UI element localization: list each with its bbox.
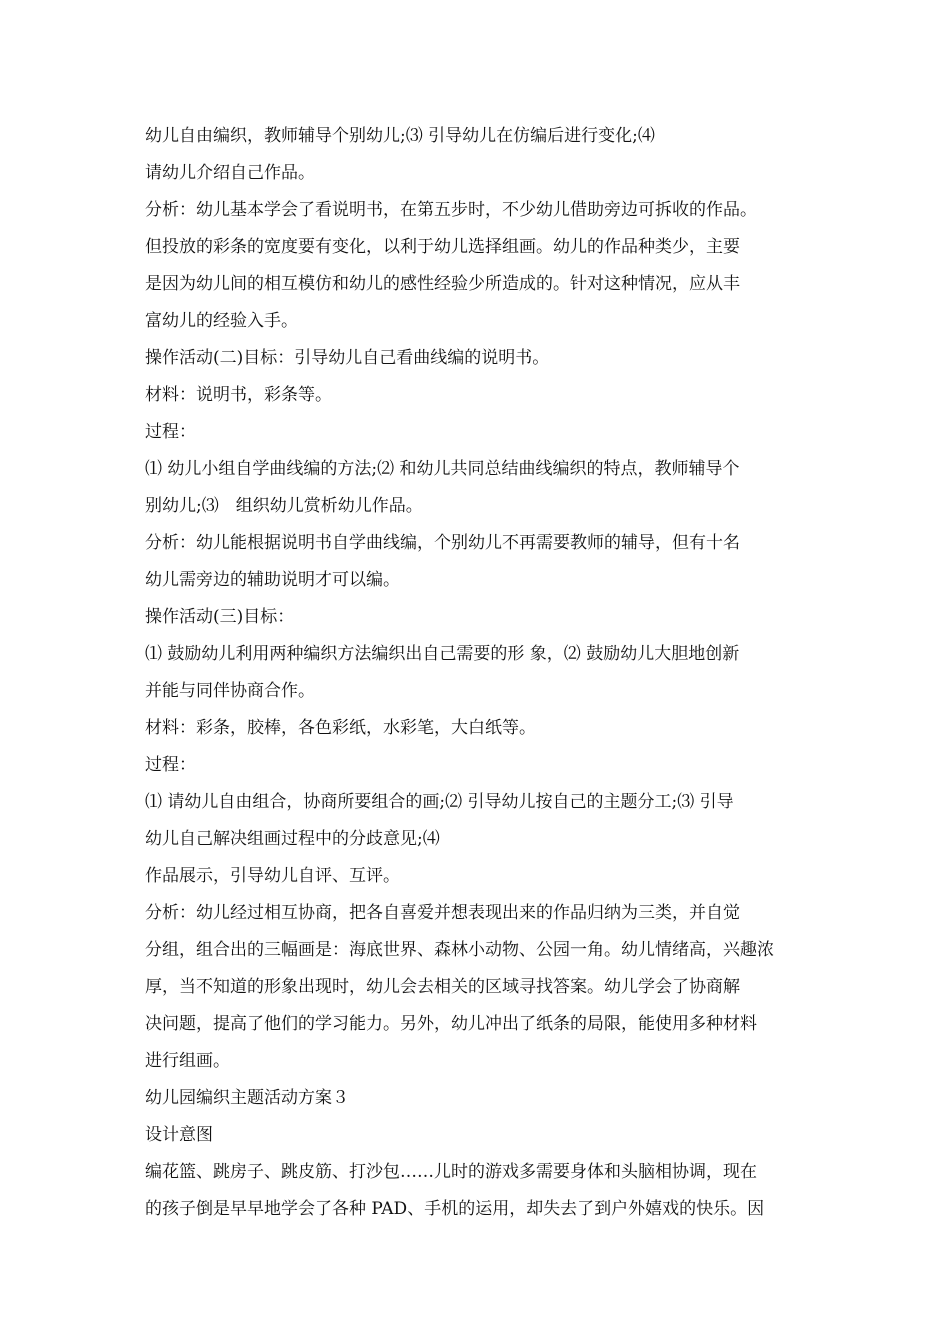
text-line-23: 分组，组合出的三幅画是：海底世界、森林小动物、公园一角。幼儿情绪高，兴趣浓 [145, 940, 774, 960]
subsection-heading: 设计意图 [145, 1125, 213, 1145]
document-body [145, 118, 815, 1228]
text-line-12: 分析：幼儿能根据说明书自学曲线编，个别幼儿不再需要教师的辅导，但有十名 [145, 533, 740, 553]
text-line-14: 操作活动(三)目标： [145, 607, 295, 627]
text-line-8: 材料：说明书，彩条等。 [145, 385, 332, 405]
text-line-25: 决问题，提高了他们的学习能力。另外，幼儿冲出了纸条的局限，能使用多种材料 [145, 1014, 757, 1034]
text-line-16: 并能与同伴协商合作。 [145, 681, 315, 701]
text-line-26: 进行组画。 [145, 1051, 230, 1071]
text-line-19: ⑴ 请幼儿自由组合，协商所要组合的画;⑵ 引导幼儿按自己的主题分工;⑶ 引导 [145, 792, 734, 812]
text-line-20: 幼儿自己解决组画过程中的分歧意见;⑷ [145, 829, 440, 849]
text-line-17: 材料：彩条，胶棒，各色彩纸，水彩笔，大白纸等。 [145, 718, 536, 738]
text-line-22: 分析：幼儿经过相互协商，把各自喜爱并想表现出来的作品归纳为三类，并自觉 [145, 903, 740, 923]
text-line-11: 别幼儿;⑶ 组织幼儿赏析幼儿作品。 [145, 496, 423, 516]
text-line-5: 是因为幼儿间的相互模仿和幼儿的感性经验少所造成的。针对这种情况，应从丰 [145, 274, 740, 294]
text-line-13: 幼儿需旁边的辅助说明才可以编。 [145, 570, 400, 590]
text-line-6: 富幼儿的经验入手。 [145, 311, 298, 331]
text-line-2: 请幼儿介绍自己作品。 [145, 163, 315, 183]
section-heading: 幼儿园编织主题活动方案３ [145, 1088, 349, 1108]
text-line-21: 作品展示，引导幼儿自评、互评。 [145, 866, 400, 886]
text-line-18: 过程： [145, 755, 196, 775]
text-line-4: 但投放的彩条的宽度要有变化，以利于幼儿选择组画。幼儿的作品种类少，主要 [145, 237, 740, 257]
text-line-24: 厚，当不知道的形象出现时，幼儿会去相关的区域寻找答案。幼儿学会了协商解 [145, 977, 740, 997]
text-line-3: 分析：幼儿基本学会了看说明书，在第五步时，不少幼儿借助旁边可拆收的作品。 [145, 200, 757, 220]
text-line-15: ⑴ 鼓励幼儿利用两种编织方法编织出自己需要的形 象，⑵ 鼓励幼儿大胆地创新 [145, 644, 740, 664]
text-line-1: 幼儿自由编织，教师辅导个别幼儿;⑶ 引导幼儿在仿编后进行变化;⑷ [145, 126, 655, 146]
text-line-10: ⑴ 幼儿小组自学曲线编的方法;⑵ 和幼儿共同总结曲线编织的特点，教师辅导个 [145, 459, 740, 479]
text-line-7: 操作活动(二)目标：引导幼儿自己看曲线编的说明书。 [145, 348, 550, 368]
text-line-30: 的孩子倒是早早地学会了各种 PAD、手机的运用，却失去了到户外嬉戏的快乐。因 [145, 1199, 765, 1219]
text-line-29: 编花篮、跳房子、跳皮筋、打沙包……儿时的游戏多需要身体和头脑相协调，现在 [145, 1162, 757, 1182]
text-line-9: 过程： [145, 422, 196, 442]
